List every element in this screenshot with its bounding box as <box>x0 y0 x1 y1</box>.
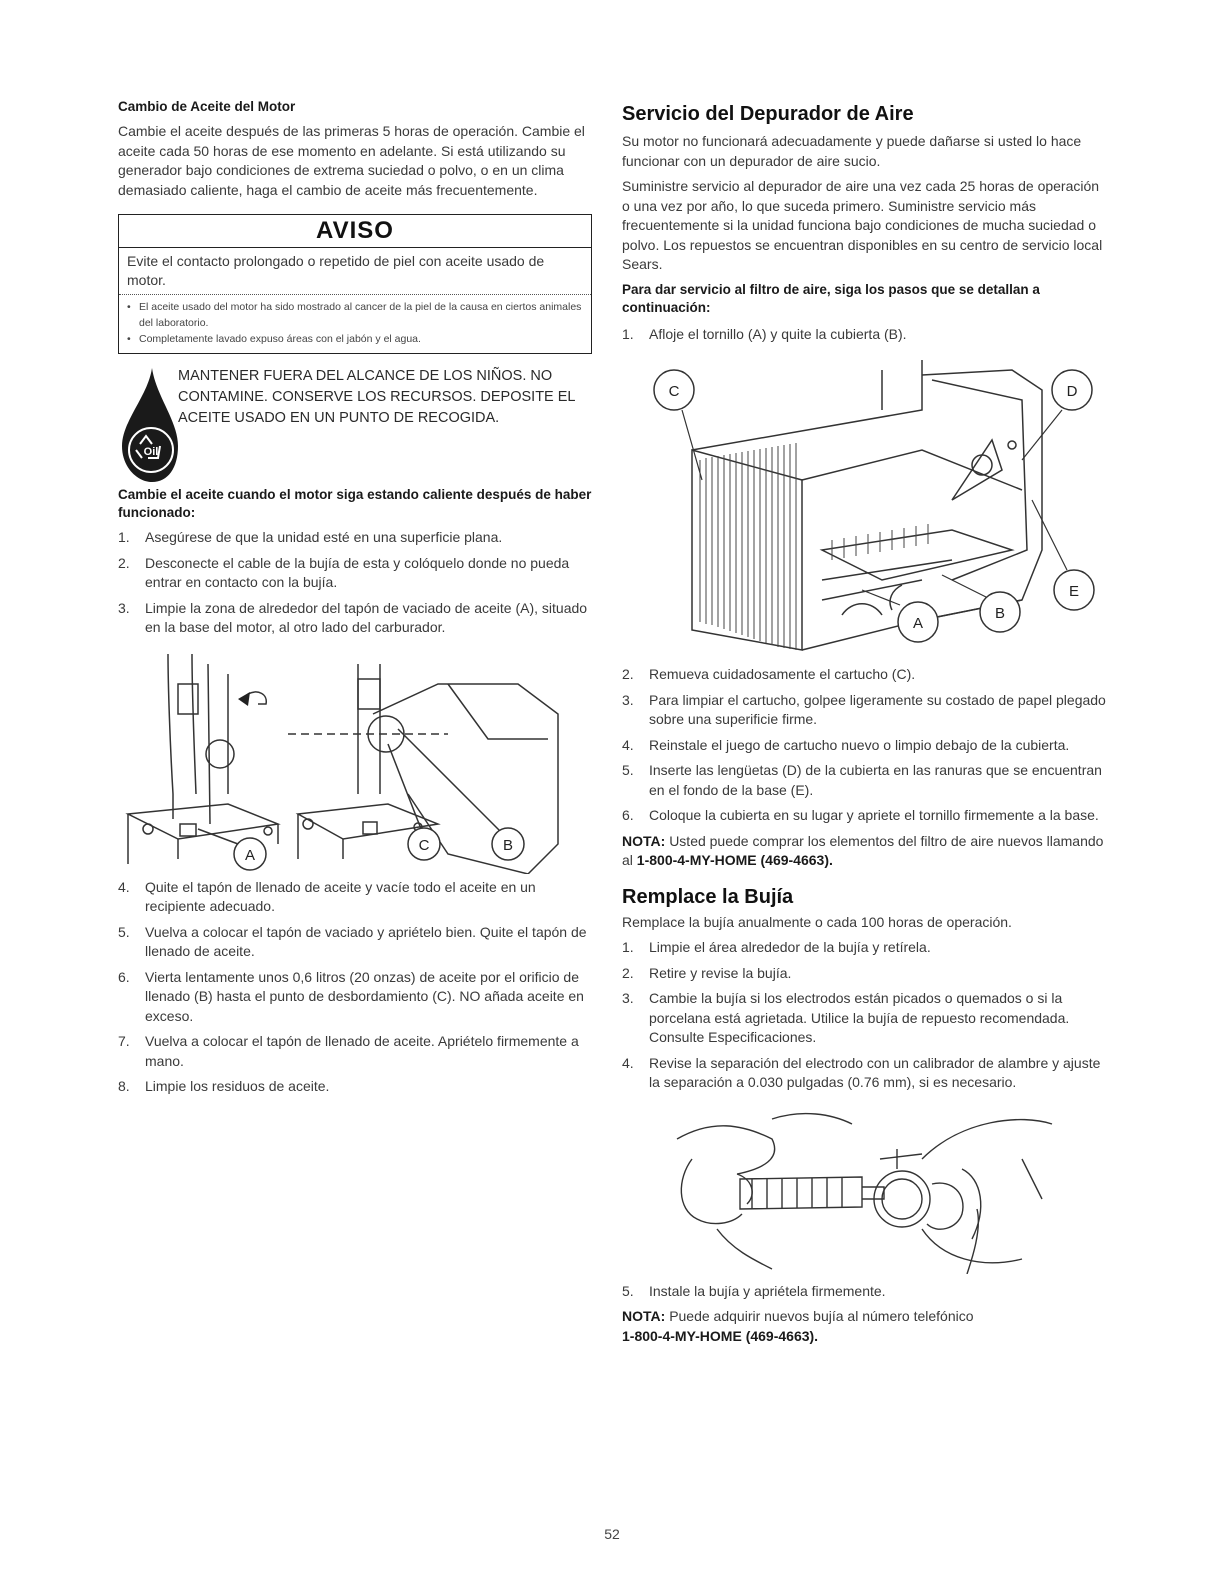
oil-icon-label: Oil <box>143 446 159 458</box>
list-item: 1. Afloje el tornillo (A) y quite la cubierta (B). <box>622 325 907 342</box>
callout-label-d: D <box>1066 383 1078 400</box>
warning-bullet: • Completamente lavado expuso áreas con el jabón y el agua. <box>127 331 583 347</box>
recycle-notice <box>118 366 592 484</box>
air-cleaner-title: Servicio del Depurador de Aire <box>622 103 914 125</box>
spark-plug-title: Remplace la Bujía <box>622 885 794 908</box>
callout-label-c: C <box>668 383 680 400</box>
list-item: 2. Remueva cuidadosamente el cartucho (C). <box>622 666 916 682</box>
callout-label-c: C <box>418 836 430 854</box>
oil-drop-recycle-icon <box>118 366 178 484</box>
list-item: 5. Vuelva a colocar el tapón de vaciado y apriételo bien. Quite el tapón de llenado de aceite. <box>118 923 587 959</box>
list-item: 3. Para limpiar el cartucho, golpee ligeramente su costado de papel plegado sobre una superificie firme. <box>622 691 1106 727</box>
callout-label-a: A <box>244 846 256 864</box>
spark-plug-note <box>622 1307 1106 1346</box>
list-item: 6. Vierta lentamente unos 0,6 litros (20 onzas) de aceite por el orificio de llenado (B) hasta el punto de desbordamiento (C). NO añada aceite en exceso. <box>118 968 584 1024</box>
oil-steps-list <box>118 528 592 638</box>
list-item: 4. Reinstale el juego de cartucho nuevo o limpio debajo de la cubierta. <box>622 736 1070 753</box>
list-item: 4. Revise la separación del electrodo con un calibrador de alambre y ajuste la separación a 0.030 pulgadas (0.76 mm), si es necesario. <box>622 1054 1101 1090</box>
list-item: 5. Inserte las lengüetas (D) de la cubierta en las ranuras que se encuentran en el fondo de la base (E). <box>622 762 1102 798</box>
note-label: NOTA: <box>622 1308 666 1324</box>
list-item: 2. Retire y revise la bujía. <box>622 964 792 981</box>
oil-drain-figure <box>118 644 592 874</box>
hot-engine-heading: Cambie el aceite cuando el motor siga estando caliente después de haber funcionado: <box>118 487 592 520</box>
oil-steps-list-continued <box>118 878 592 1097</box>
air-cleaner-figure <box>622 350 1106 655</box>
note-text: Puede adquirir nuevos bujía al número telefónico <box>669 1308 974 1324</box>
air-cleaner-para-1: Su motor no funcionará adecuadamente y puede dañarse si usted lo hace funcionar con un depurador de aire sucio. <box>622 133 1082 169</box>
phone-number: 1-800-4-MY-HOME (469-4663). <box>622 1327 819 1344</box>
recycle-text: MANTENER FUERA DEL ALCANCE DE LOS NIÑOS. NO CONTAMINE. CONSERVE LOS RECURSOS. DEPOSITE EL ACEITE USADO EN UN PUNTO DE RECOGIDA. <box>178 368 575 426</box>
warning-text: Evite el contacto prolongado o repetido de piel con aceite usado de motor. <box>119 248 591 295</box>
list-item: 1. Limpie el área alrededor de la bujía y retírela. <box>622 939 931 955</box>
air-cleaner-subhead: Para dar servicio al filtro de aire, siga los pasos que se detallan a continuación: <box>622 281 1040 315</box>
list-item: 4. Quite el tapón de llenado de aceite y vacíe todo el aceite en un recipiente adecuado. <box>118 878 536 914</box>
note-label: NOTA: <box>622 832 666 849</box>
list-item: 2. Desconecte el cable de la bujía de esta y colóquelo donde no pueda entrar en contacto con la bujía. <box>118 554 570 590</box>
left-column <box>118 98 592 1103</box>
spark-plug-intro: Remplace la bujía anualmente o cada 100 horas de operación. <box>622 913 1012 930</box>
list-item: 6. Coloque la cubierta en su lugar y apriete el tornillo firmemente a la base. <box>622 807 1099 823</box>
spark-plug-step-5-list <box>622 1282 1106 1302</box>
phone-number: 1-800-4-MY-HOME (469-4663). <box>636 852 833 868</box>
list-item: 3. Limpie la zona de alrededor del tapón de vaciado de aceite (A), situado en la base del motor, al otro lado del carburador. <box>118 599 588 635</box>
right-column <box>622 98 1106 1346</box>
callout-label-a: A <box>912 615 924 632</box>
callout-label-b: B <box>502 836 514 854</box>
list-item: 7. Vuelva a colocar el tapón de llenado de aceite. Apriételo firmemente a mano. <box>118 1033 579 1069</box>
list-item: 3. Cambie la bujía si los electrodos están picados o quemados o si la porcelana está agrietada. Utilice la bujía de repuesto recomendada. Consulte Especificaciones. <box>622 990 1070 1045</box>
list-item: 5. Instale la bujía y apriétela firmemente. <box>622 1282 886 1299</box>
warning-bullet: • El aceite usado del motor ha sido mostrado al cancer de la piel de la causa en ciertos animales del laboratorio. <box>127 299 583 331</box>
air-cleaner-steps-list <box>622 665 1106 826</box>
callout-label-b: B <box>994 605 1006 622</box>
oil-change-intro: Cambie el aceite después de las primeras 5 horas de operación. Cambie el aceite cada 50 horas de ese momento en adelante. Si está utilizando su generador bajo condiciones de extrema suciedad o polvo, o en un clima demasiado caliente, haga el cambio de aceite más frecuentemente. <box>118 123 585 198</box>
air-cleaner-para-2: Suministre servicio al depurador de aire una vez cada 25 horas de operación o una vez por año, lo que suceda primero. Suministre servicio más frecuentemente si la unidad funciona bajo condiciones de mucha suciedad o polvo. Los repuestos se encuentran disponibles en su centro de servicio local Sears. <box>622 178 1103 272</box>
spark-plug-figure <box>622 1099 1106 1274</box>
spark-plug-steps-list <box>622 938 1106 1093</box>
air-cleaner-note <box>622 832 1106 871</box>
callout-label-e: E <box>1068 583 1080 600</box>
oil-change-heading: Cambio de Aceite del Motor <box>118 99 296 114</box>
air-cleaner-step-1-list <box>622 325 1106 345</box>
warning-bullets <box>119 295 591 353</box>
list-item: 8. Limpie los residuos de aceite. <box>118 1078 330 1094</box>
list-item: 1. Asegúrese de que la unidad esté en una superficie plana. <box>118 529 503 545</box>
warning-box <box>118 214 592 354</box>
warning-title: AVISO <box>119 215 591 248</box>
note-text: Usted puede comprar los elementos del filtro de aire nuevos llamando al <box>622 832 1104 868</box>
page-number: 52 <box>604 1526 620 1542</box>
